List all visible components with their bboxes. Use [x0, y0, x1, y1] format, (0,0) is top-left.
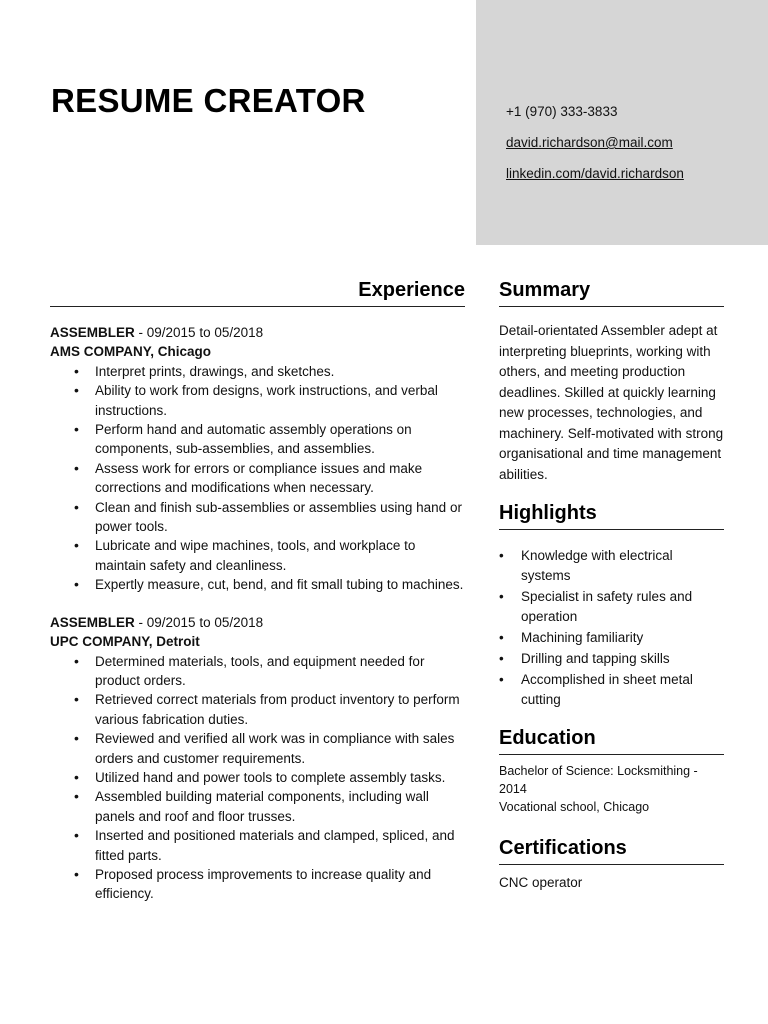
job-company: UPC COMPANY, Detroit: [50, 634, 200, 650]
education-heading: Education: [499, 724, 724, 755]
highlight-item: • Drilling and tapping skills: [521, 649, 724, 669]
certifications-section: [499, 834, 724, 893]
duty-item: • Perform hand and automatic assembly operations on components, sub-assemblies, and assemblies.: [95, 420, 465, 459]
summary-text: Detail-orientated Assembler adept at interpreting blueprints, working with others, and meeting production deadlines. Skilled at quickly learning new processes, technologies, and machinery. Self-motivated with strong organisational and time management abilities.: [499, 323, 724, 482]
duty-item: • Interpret prints, drawings, and sketches.: [95, 362, 465, 381]
job-title-line: [50, 323, 465, 342]
email-link[interactable]: david.richardson@mail.com: [506, 135, 673, 150]
contact-panel: [476, 0, 768, 245]
phone-text: +1 (970) 333-3833: [506, 104, 618, 119]
duty-item: • Clean and finish sub-assemblies or assemblies using hand or power tools.: [95, 498, 465, 537]
job-title-line: [50, 613, 465, 632]
highlight-item: • Knowledge with electrical systems: [521, 546, 724, 586]
experience-column: [50, 276, 465, 904]
sidebar-column: [499, 276, 724, 893]
duty-list: [50, 652, 465, 904]
education-school: Vocational school, Chicago: [499, 799, 650, 814]
job-entry: [50, 613, 465, 904]
job-role: ASSEMBLER: [50, 614, 135, 630]
job-entry: [50, 323, 465, 595]
job-dates: - 09/2015 to 05/2018: [134, 614, 264, 630]
highlights-section: [499, 499, 724, 710]
highlight-item: • Accomplished in sheet metal cutting: [521, 670, 724, 710]
duty-item: • Assembled building material components, including wall panels and roof and floor trusses.: [95, 787, 465, 826]
contact-list: [506, 96, 684, 189]
duty-item: • Reviewed and verified all work was in compliance with sales orders and customer requirements.: [95, 729, 465, 768]
education-section: [499, 724, 724, 816]
certifications-heading: Certifications: [499, 834, 724, 865]
highlights-list: [499, 546, 724, 710]
education-details: [499, 763, 724, 816]
highlights-heading: Highlights: [499, 499, 724, 530]
duty-item: • Assess work for errors or compliance issues and make corrections and modifications when necessary.: [95, 459, 465, 498]
duty-item: • Proposed process improvements to increase quality and efficiency.: [95, 865, 465, 904]
duty-item: • Utilized hand and power tools to complete assembly tasks.: [95, 768, 465, 787]
highlight-item: • Specialist in safety rules and operation: [521, 587, 724, 627]
job-company: AMS COMPANY, Chicago: [50, 344, 212, 360]
linkedin-link[interactable]: linkedin.com/david.richardson: [506, 166, 684, 181]
certification-item: CNC operator: [499, 875, 583, 891]
duty-item: • Inserted and positioned materials and clamped, spliced, and fitted parts.: [95, 826, 465, 865]
education-degree: Bachelor of Science: Locksmithing - 2014: [499, 764, 698, 796]
job-dates: - 09/2015 to 05/2018: [134, 325, 264, 340]
resume-name: RESUME CREATOR: [51, 82, 366, 119]
job-role: ASSEMBLER: [50, 325, 135, 340]
duty-item: • Determined materials, tools, and equipment needed for product orders.: [95, 652, 465, 691]
duty-list: [50, 362, 465, 595]
highlight-item: • Machining familiarity: [521, 628, 724, 648]
duty-item: • Ability to work from designs, work instructions, and verbal instructions.: [95, 381, 465, 420]
duty-item: • Retrieved correct materials from product inventory to perform various fabrication duties.: [95, 690, 465, 729]
summary-heading: Summary: [499, 276, 724, 307]
duty-item: • Lubricate and wipe machines, tools, and workplace to maintain safety and cleanliness.: [95, 536, 465, 575]
experience-heading: Experience: [50, 276, 465, 307]
duty-item: • Expertly measure, cut, bend, and fit small tubing to machines.: [95, 575, 465, 594]
